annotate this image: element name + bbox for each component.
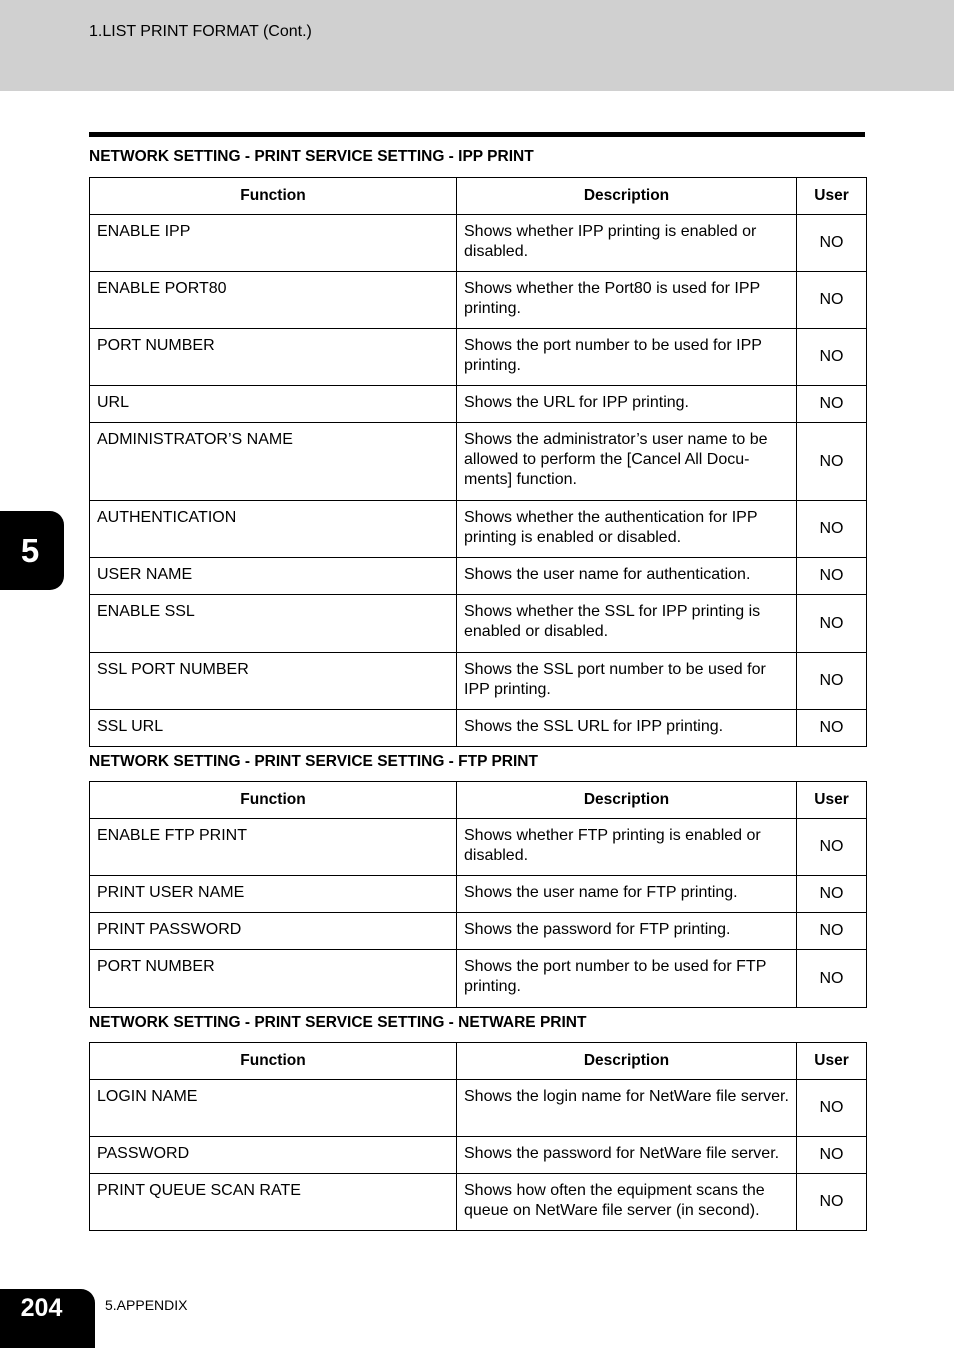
description-cell: Shows the SSL URL for IPP printing.	[457, 710, 797, 747]
user-cell: NO	[797, 558, 867, 595]
table-row	[90, 501, 867, 558]
description-cell: Shows how often the equipment scans the queue on NetWare file server (in second).	[457, 1174, 797, 1231]
user-cell: NO	[797, 819, 867, 876]
function-cell: SSL PORT NUMBER	[90, 653, 457, 710]
column-header-description: Description	[457, 1043, 797, 1080]
table-row	[90, 1137, 867, 1174]
user-cell: NO	[797, 876, 867, 913]
function-cell: PRINT USER NAME	[90, 876, 457, 913]
table-row	[90, 595, 867, 653]
header-band	[0, 0, 954, 91]
table-row	[90, 710, 867, 747]
description-cell: Shows whether the Port80 is used for IPP printing.	[457, 272, 797, 329]
function-cell: PORT NUMBER	[90, 329, 457, 386]
table-row	[90, 423, 867, 501]
table-row	[90, 653, 867, 710]
ipp-print-table	[89, 177, 867, 747]
function-cell: PRINT PASSWORD	[90, 913, 457, 950]
table-row	[90, 950, 867, 1008]
footer-section-label: 5.APPENDIX	[105, 1297, 188, 1313]
user-cell: NO	[797, 501, 867, 558]
function-cell: ENABLE PORT80	[90, 272, 457, 329]
section-title-ftp-print: NETWORK SETTING - PRINT SERVICE SETTING - FTP PRINT	[89, 753, 538, 770]
column-header-user: User	[797, 1043, 867, 1080]
description-cell: Shows the port number to be used for IPP printing.	[457, 329, 797, 386]
column-header-function: Function	[90, 782, 457, 819]
description-cell: Shows the URL for IPP printing.	[457, 386, 797, 423]
function-cell: USER NAME	[90, 558, 457, 595]
description-cell: Shows the user name for authentication.	[457, 558, 797, 595]
user-cell: NO	[797, 423, 867, 501]
function-cell: ENABLE FTP PRINT	[90, 819, 457, 876]
column-header-user: User	[797, 178, 867, 215]
table-row	[90, 1174, 867, 1231]
description-cell: Shows whether the SSL for IPP printing is enabled or disabled.	[457, 595, 797, 653]
page-header-title: 1.LIST PRINT FORMAT (Cont.)	[89, 23, 312, 40]
function-cell: AUTHENTICATION	[90, 501, 457, 558]
description-cell: Shows the user name for FTP printing.	[457, 876, 797, 913]
table-row	[90, 386, 867, 423]
description-cell: Shows the password for NetWare file server.	[457, 1137, 797, 1174]
user-cell: NO	[797, 329, 867, 386]
description-cell: Shows the login name for NetWare file server.	[457, 1080, 797, 1137]
user-cell: NO	[797, 913, 867, 950]
column-header-description: Description	[457, 178, 797, 215]
description-cell: Shows the SSL port number to be used for IPP printing.	[457, 653, 797, 710]
function-cell: ENABLE SSL	[90, 595, 457, 653]
column-header-function: Function	[90, 178, 457, 215]
function-cell: SSL URL	[90, 710, 457, 747]
description-cell: Shows the password for FTP printing.	[457, 913, 797, 950]
function-cell: ENABLE IPP	[90, 215, 457, 272]
table-row	[90, 913, 867, 950]
function-cell: LOGIN NAME	[90, 1080, 457, 1137]
user-cell: NO	[797, 653, 867, 710]
section-rule	[89, 132, 865, 137]
table-row	[90, 1080, 867, 1137]
user-cell: NO	[797, 1080, 867, 1137]
user-cell: NO	[797, 950, 867, 1008]
user-cell: NO	[797, 595, 867, 653]
chapter-tab: 5	[0, 511, 64, 590]
user-cell: NO	[797, 215, 867, 272]
section-title-netware-print: NETWORK SETTING - PRINT SERVICE SETTING - NETWARE PRINT	[89, 1014, 587, 1031]
column-header-function: Function	[90, 1043, 457, 1080]
function-cell: URL	[90, 386, 457, 423]
column-header-description: Description	[457, 782, 797, 819]
ftp-print-table	[89, 781, 867, 1008]
description-cell: Shows whether IPP printing is enabled or disabled.	[457, 215, 797, 272]
page-number: 204	[0, 1289, 95, 1348]
table-row	[90, 558, 867, 595]
table-row	[90, 876, 867, 913]
description-cell: Shows whether FTP printing is enabled or disabled.	[457, 819, 797, 876]
table-row	[90, 819, 867, 876]
user-cell: NO	[797, 710, 867, 747]
netware-print-table	[89, 1042, 867, 1231]
function-cell: ADMINISTRATOR’S NAME	[90, 423, 457, 501]
table-header-row	[90, 178, 867, 215]
section-title-ipp-print: NETWORK SETTING - PRINT SERVICE SETTING - IPP PRINT	[89, 148, 534, 165]
table-row	[90, 272, 867, 329]
table-header-row	[90, 1043, 867, 1080]
description-cell: Shows whether the authentication for IPP printing is enabled or disabled.	[457, 501, 797, 558]
function-cell: PORT NUMBER	[90, 950, 457, 1008]
function-cell: PRINT QUEUE SCAN RATE	[90, 1174, 457, 1231]
user-cell: NO	[797, 1137, 867, 1174]
column-header-user: User	[797, 782, 867, 819]
description-cell: Shows the port number to be used for FTP printing.	[457, 950, 797, 1008]
table-header-row	[90, 782, 867, 819]
table-row	[90, 329, 867, 386]
user-cell: NO	[797, 272, 867, 329]
function-cell: PASSWORD	[90, 1137, 457, 1174]
user-cell: NO	[797, 1174, 867, 1231]
table-row	[90, 215, 867, 272]
user-cell: NO	[797, 386, 867, 423]
description-cell: Shows the administrator’s user name to be allowed to perform the [Cancel All Docu-ments] function.	[457, 423, 797, 501]
